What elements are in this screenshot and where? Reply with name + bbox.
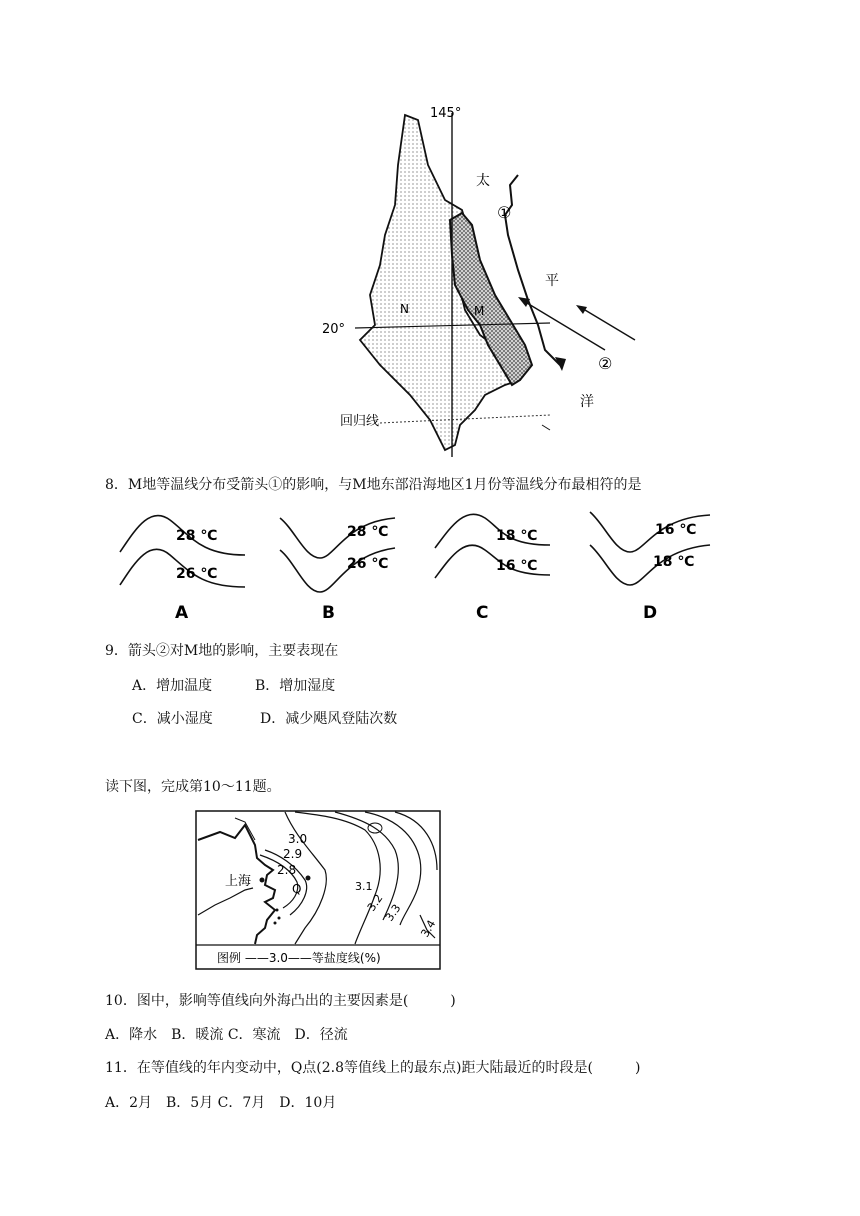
option-b-top: 28 ℃	[347, 524, 389, 540]
question-9: 9．箭头②对M地的影响，主要表现在	[105, 643, 339, 659]
latitude-label: 20°	[322, 322, 346, 337]
option-d-diagram	[590, 512, 710, 623]
contour-label-3-2: 3.2	[364, 891, 386, 914]
option-d-top: 16 ℃	[655, 522, 697, 538]
option-b-bottom: 26 ℃	[347, 556, 389, 572]
option-a-bottom: 26 ℃	[176, 566, 218, 582]
option-c-top: 18 ℃	[496, 528, 538, 544]
city-label: 上海	[225, 874, 252, 889]
ocean-label-1: 太	[476, 173, 490, 189]
ocean-label-2: 平	[545, 273, 559, 289]
question-10-options: A．降水 B．暖流 C．寒流 D．径流	[105, 1027, 348, 1043]
contour-label-3-1: 3.1	[355, 880, 373, 893]
isotherm-options	[110, 500, 730, 630]
question-11-options: A．2月 B．5月 C．7月 D．10月	[105, 1095, 337, 1111]
arrow-2-label: ②	[598, 354, 613, 373]
option-d-bottom: 18 ℃	[653, 554, 695, 570]
question-8: 8．M地等温线分布受箭头①的影响，与M地东部沿海地区1月份等温线分布最相符的是	[105, 477, 642, 493]
map-legend: 图例 ——3.0——等盐度线(%)	[217, 951, 381, 965]
question-9-option-a: A．增加温度	[132, 678, 213, 694]
question-9-option-b: B．增加湿度	[255, 678, 336, 694]
option-b-diagram	[280, 518, 395, 623]
option-c-diagram	[435, 514, 550, 623]
point-q-label: Q	[292, 882, 302, 896]
option-a-diagram	[120, 515, 245, 623]
question-10: 10．图中，影响等值线向外海凸出的主要因素是( )	[105, 993, 456, 1009]
option-a-top: 28 ℃	[176, 528, 218, 544]
question-11: 11．在等值线的年内变动中，Q点(2.8等值线上的最东点)距大陆最近的时段是( )	[105, 1060, 641, 1076]
contour-label-3-0: 3.0	[288, 832, 308, 846]
pacific-peninsula-map	[300, 95, 640, 460]
question-9-option-d: D．减少飓风登陆次数	[260, 711, 398, 727]
contour-label-3-3: 3.3	[382, 901, 404, 924]
option-b-letter: B	[322, 603, 335, 623]
label-n: N	[400, 302, 409, 316]
ocean-label-3: 洋	[580, 394, 594, 410]
option-c-bottom: 16 ℃	[496, 558, 538, 574]
tropic-label: 回归线	[340, 414, 380, 429]
option-a-letter: A	[175, 603, 189, 623]
contour-label-2-8: 2.8	[277, 863, 297, 877]
arrow-1-label: ①	[497, 203, 512, 222]
option-c-letter: C	[476, 603, 489, 623]
salinity-map	[195, 810, 441, 970]
option-d-letter: D	[643, 603, 658, 623]
land-n	[360, 115, 525, 450]
section-intro: 读下图，完成第10～11题。	[105, 779, 281, 795]
meridian-label: 145°	[430, 106, 462, 121]
contour-label-3-4: 3.4	[418, 917, 439, 940]
contour-label-2-9: 2.9	[283, 847, 303, 861]
label-m: M	[474, 304, 485, 318]
question-9-option-c: C．减小湿度	[132, 711, 213, 727]
